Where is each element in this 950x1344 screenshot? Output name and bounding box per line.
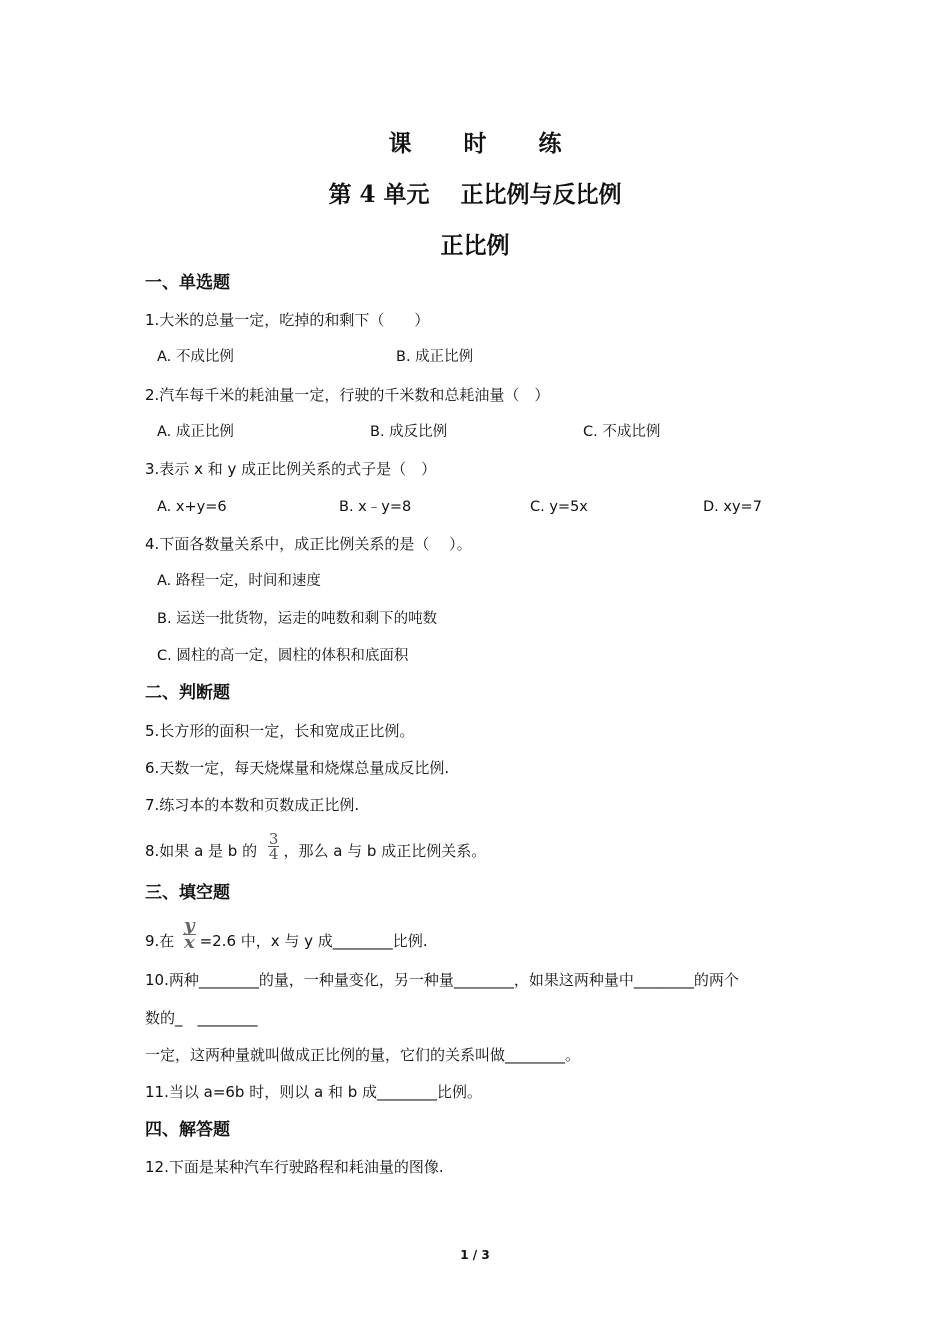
fraction-denominator: 4 <box>268 845 279 863</box>
lesson-title: 正比例 <box>440 232 510 259</box>
question-11: 11.当以 a=6b 时，则以 a 和 b 成________比例。 <box>145 1083 483 1101</box>
q4-option-a: A. 路程一定，时间和速度 <box>157 573 321 589</box>
fraction-numerator: 3 <box>268 830 279 848</box>
fraction-numerator: y <box>184 915 195 936</box>
q1-option-a: A. 不成比例 <box>157 349 234 365</box>
section-fill-blank: 三、填空题 <box>145 883 230 903</box>
question-6: 6.天数一定，每天烧煤量和烧煤总量成反比例. <box>145 759 450 777</box>
q3-option-a: A. x+y=6 <box>157 499 227 515</box>
q8-suffix: ，那么 a 与 b 成正比例关系。 <box>283 842 487 860</box>
q4-option-c: C. 圆柱的高一定，圆柱的体积和底面积 <box>157 648 409 664</box>
question-10-line-2: 数的_ ________ <box>145 1009 258 1027</box>
doc-title: 课 时 练 <box>388 130 584 157</box>
section-true-false: 二、判断题 <box>145 683 230 703</box>
q3-option-c: C. y=5x <box>530 499 588 515</box>
question-1: 1.大米的总量一定，吃掉的和剩下（ ） <box>145 311 430 329</box>
q2-option-a: A. 成正比例 <box>157 424 234 440</box>
question-10-line-3: 一定，这两种量就叫做成正比例的量，它们的关系叫做________。 <box>145 1046 581 1064</box>
q2-option-b: B. 成反比例 <box>370 424 448 440</box>
question-10-line-1: 10.两种________的量，一种量变化，另一种量________，如果这两种量中________的两个 <box>145 971 739 989</box>
unit-title: 第 4 单元 正比例与反比例 <box>328 181 622 208</box>
q8-prefix: 8.如果 a 是 b 的 <box>145 842 258 860</box>
question-7: 7.练习本的本数和页数成正比例. <box>145 796 360 814</box>
section-single-choice: 一、单选题 <box>145 273 230 293</box>
q2-option-c: C. 不成比例 <box>583 424 661 440</box>
question-12: 12.下面是某种汽车行驶路程和耗油量的图像. <box>145 1158 444 1176</box>
question-8 <box>145 832 486 861</box>
question-5: 5.长方形的面积一定，长和宽成正比例。 <box>145 722 415 740</box>
q9-prefix: 9.在 <box>145 932 175 950</box>
q4-option-b: B. 运送一批货物，运走的吨数和剩下的吨数 <box>157 611 438 627</box>
q3-option-d: D. xy=7 <box>703 499 762 515</box>
q9-suffix: =2.6 中，x 与 y 成________比例. <box>199 932 428 950</box>
q3-option-b: B. x﹣y=8 <box>339 499 412 515</box>
question-3: 3.表示 x 和 y 成正比例关系的式子是（ ） <box>145 460 437 478</box>
question-4: 4.下面各数量关系中，成正比例关系的是（ ）。 <box>145 535 472 553</box>
question-2: 2.汽车每千米的耗油量一定，行驶的千米数和总耗油量（ ） <box>145 386 550 404</box>
fraction-denominator: x <box>183 932 195 953</box>
fraction-y-over-x <box>183 915 195 953</box>
page-number: 1 / 3 <box>460 1248 490 1262</box>
section-solve: 四、解答题 <box>145 1120 230 1140</box>
question-9 <box>145 915 428 953</box>
fraction-three-quarters <box>268 832 280 861</box>
q1-option-b: B. 成正比例 <box>396 349 474 365</box>
